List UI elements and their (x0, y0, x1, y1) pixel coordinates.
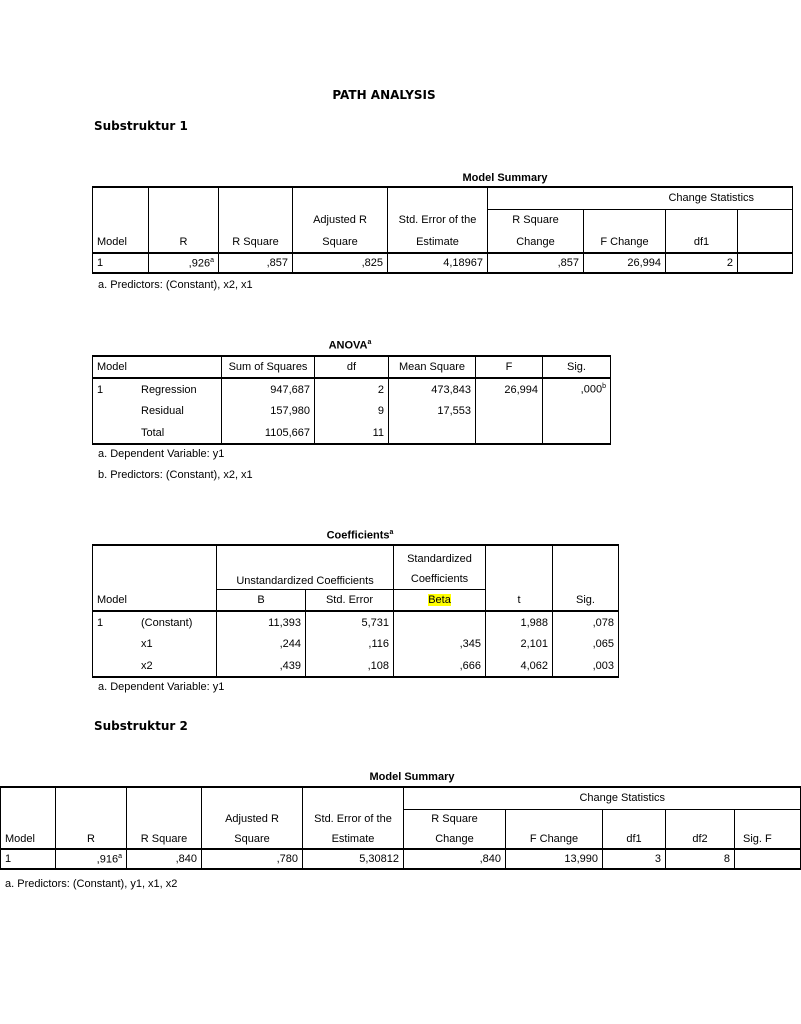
hdr-sig: Sig. (553, 589, 619, 611)
hdr-sig: Sig. (543, 356, 611, 378)
table-row (1, 849, 801, 869)
table-row (93, 378, 611, 400)
hdr-sum-of-squares: Sum of Squares (222, 356, 315, 378)
cell-se: 5,731 (306, 611, 394, 633)
hdr-df1: df1 (603, 829, 666, 849)
cell-model: 1 (93, 253, 149, 273)
hdr-model: Model (93, 589, 217, 611)
page-title: PATH ANALYSIS (332, 88, 436, 102)
cell-sig: ,065 (553, 633, 619, 655)
hdr-estimate: Estimate (388, 231, 488, 253)
model-summary-2-caption: Model Summary (369, 771, 455, 783)
cell-adj-r-square: ,780 (202, 849, 303, 869)
table-row (93, 611, 619, 633)
anova-note-a: a. Dependent Variable: y1 (98, 448, 225, 460)
change-statistics-header: Change Statistics (488, 187, 793, 209)
hdr-df1: df1 (666, 231, 738, 253)
hdr-model: Model (93, 231, 149, 253)
hdr-r: R (56, 829, 127, 849)
hdr-unstandardized: Unstandardized Coefficients (217, 545, 394, 589)
cell-r-square: ,857 (219, 253, 293, 273)
cell-df: 11 (315, 422, 389, 444)
anova-note-b: b. Predictors: (Constant), x2, x1 (98, 469, 253, 481)
model-summary-1-table (92, 186, 793, 274)
cell-model-label: Residual (93, 400, 222, 422)
cell-f-change: 13,990 (506, 849, 603, 869)
cell-model-label: x2 (93, 655, 217, 677)
cell-sig: ,003 (553, 655, 619, 677)
cell-beta (394, 611, 486, 633)
anova-caption: ANOVA$^a$ (328, 339, 372, 352)
section-heading-substruktur-1: Substruktur 1 (94, 119, 188, 133)
cell-model-label: 1 Regression (93, 378, 222, 400)
cell-se: ,108 (306, 655, 394, 677)
hdr-blank (388, 187, 488, 209)
cell-beta: ,345 (394, 633, 486, 655)
hdr-blank (219, 187, 293, 209)
hdr-f-change: F Change (584, 231, 666, 253)
cell-b: ,244 (217, 633, 306, 655)
cell-ss: 947,687 (222, 378, 315, 400)
hdr-f-change: F Change (506, 829, 603, 849)
cell-t: 2,101 (486, 633, 553, 655)
cell-model: 1 (1, 849, 56, 869)
hdr-r-square: R Square (127, 829, 202, 849)
hdr-t: t (486, 589, 553, 611)
coefficients-note: a. Dependent Variable: y1 (98, 681, 225, 693)
cell-t: 4,062 (486, 655, 553, 677)
hdr-r-square-change: R Square (488, 209, 584, 231)
hdr-f: F (476, 356, 543, 378)
table-row (93, 655, 619, 677)
hdr-r: R (149, 231, 219, 253)
table-row (93, 633, 619, 655)
hdr-r-square-change: R Square (404, 809, 506, 829)
cell-f: 26,994 (476, 378, 543, 400)
cell-ms: 17,553 (389, 400, 476, 422)
model-summary-2-note: a. Predictors: (Constant), y1, x1, x2 (5, 878, 178, 890)
cell-df2: 8 (666, 849, 735, 869)
cell-se: ,116 (306, 633, 394, 655)
cell-b: 11,393 (217, 611, 306, 633)
coefficients-table (92, 544, 619, 678)
table-row (93, 253, 793, 273)
section-heading-substruktur-2: Substruktur 2 (94, 719, 188, 733)
hdr-blank (93, 187, 149, 209)
cell-f-change: 26,994 (584, 253, 666, 273)
hdr-change: Change (488, 231, 584, 253)
cell-r-square-change: ,840 (404, 849, 506, 869)
hdr-adjusted-r: Adjusted R (293, 209, 388, 231)
hdr-blank (149, 187, 219, 209)
change-statistics-header: Change Statistics (404, 787, 801, 809)
cell-df1: 3 (603, 849, 666, 869)
hdr-df: df (315, 356, 389, 378)
hdr-blank (293, 187, 388, 209)
hdr-standardized: Standardized Coefficients (394, 545, 486, 589)
cell-adj-r-square: ,825 (293, 253, 388, 273)
cell-sig: ,078 (553, 611, 619, 633)
cell-model-label: 1 (Constant) (93, 611, 217, 633)
hdr-r-square: R Square (219, 231, 293, 253)
cell-std-error: 5,30812 (303, 849, 404, 869)
anova-table (92, 355, 611, 445)
hdr-estimate: Estimate (303, 829, 404, 849)
cell-df: 2 (315, 378, 389, 400)
table-row (93, 400, 611, 422)
hdr-b: B (217, 589, 306, 611)
hdr-change: Change (404, 829, 506, 849)
cell-model-label: x1 (93, 633, 217, 655)
hdr-adjusted-r: Adjusted R (202, 809, 303, 829)
cell-df1: 2 (666, 253, 738, 273)
hdr-df2: df2 (666, 829, 735, 849)
cell-b: ,439 (217, 655, 306, 677)
hdr-mean-square: Mean Square (389, 356, 476, 378)
cell-beta: ,666 (394, 655, 486, 677)
cell-r-square: ,840 (127, 849, 202, 869)
hdr-sig-f: Sig. F (735, 829, 801, 849)
table-row (93, 422, 611, 444)
hdr-std-error: Std. Error of the (303, 809, 404, 829)
model-summary-2-table (0, 786, 801, 870)
hdr-square: Square (293, 231, 388, 253)
hdr-std-error: Std. Error of the (388, 209, 488, 231)
cell-t: 1,988 (486, 611, 553, 633)
cell-ms: 473,843 (389, 378, 476, 400)
hdr-beta (394, 589, 486, 611)
hdr-square: Square (202, 829, 303, 849)
cell-std-error: 4,18967 (388, 253, 488, 273)
cell-sig: ,000$^b$ (543, 378, 611, 400)
hdr-model: Model (93, 356, 222, 378)
cell-ss: 157,980 (222, 400, 315, 422)
cell-model-label: Total (93, 422, 222, 444)
hdr-std-error: Std. Error (306, 589, 394, 611)
hdr-model: Model (1, 829, 56, 849)
coefficients-caption: Coefficients$^a$ (326, 529, 394, 542)
cell-ss: 1105,667 (222, 422, 315, 444)
cell-r-square-change: ,857 (488, 253, 584, 273)
model-summary-1-note: a. Predictors: (Constant), x2, x1 (98, 279, 253, 291)
cell-r: ,926$^a$ (149, 253, 219, 273)
cell-df: 9 (315, 400, 389, 422)
cell-r: ,916$^a$ (56, 849, 127, 869)
beta-highlight: Beta (428, 593, 451, 606)
model-summary-1-caption: Model Summary (462, 172, 548, 184)
